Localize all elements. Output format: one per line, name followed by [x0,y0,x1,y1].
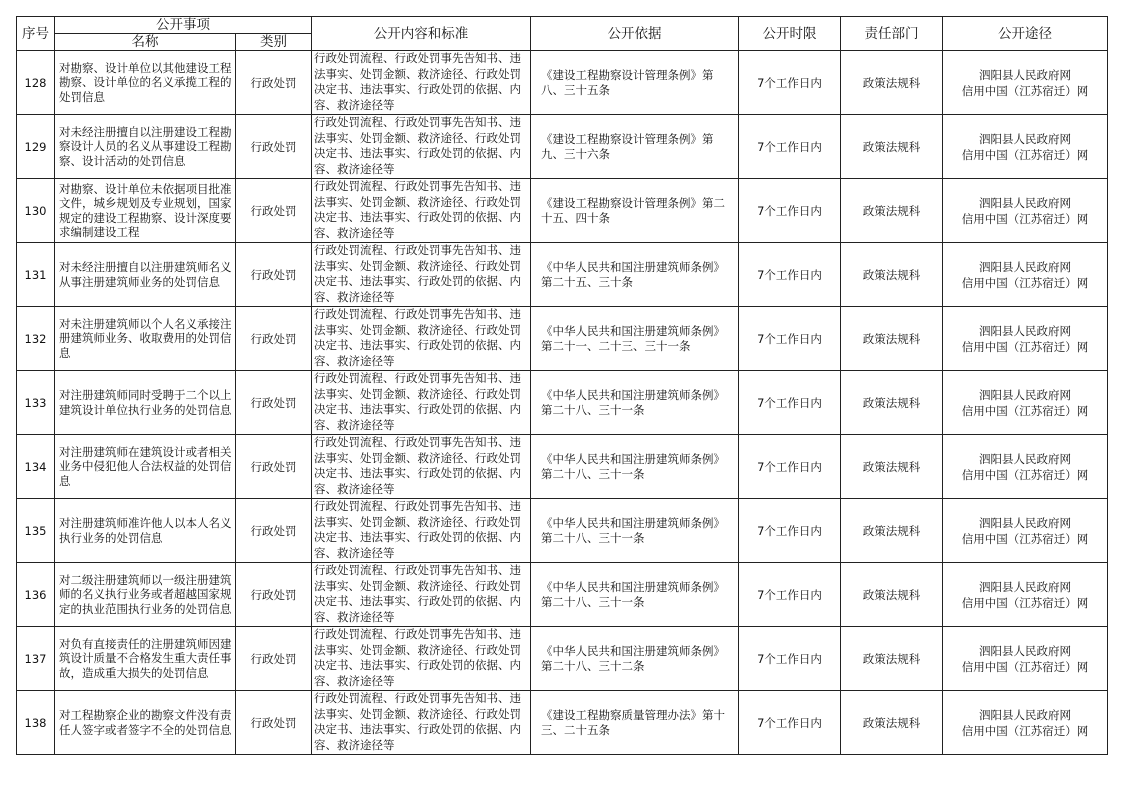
header-seq: 序号 [17,17,55,51]
cell-content: 行政处罚流程、行政处罚事先告知书、违法事实、处罚金额、救济途径、行政处罚决定书、违法事实、行政处罚的依据、内容、救济途径等 [314,563,521,624]
table-row [17,499,1108,563]
cell-time-limit: 7个工作日内 [739,179,841,243]
cell-time-limit: 7个工作日内 [739,243,841,307]
cell-basis: 《中华人民共和国注册建筑师条例》第二十五、三十条 [531,243,739,307]
channel-line-2: 信用中国（江苏宿迁）网 [961,275,1089,290]
header-time-limit: 公开时限 [739,17,841,51]
table-row [17,243,1108,307]
channel-line-1: 泗阳县人民政府网 [979,67,1071,82]
table-row [17,51,1108,115]
cell-channel [943,627,1108,691]
cell-category: 行政处罚 [236,691,312,755]
channel-line-2: 信用中国（江苏宿迁）网 [961,659,1089,674]
cell-content: 行政处罚流程、行政处罚事先告知书、违法事实、处罚金额、救济途径、行政处罚决定书、违法事实、行政处罚的依据、内容、救济途径等 [314,627,521,688]
cell-channel [943,435,1108,499]
cell-category: 行政处罚 [236,627,312,691]
channel-line-1: 泗阳县人民政府网 [979,451,1071,466]
cell-department: 政策法规科 [841,499,943,563]
cell-channel [943,243,1108,307]
table-row [17,115,1108,179]
cell-time-limit: 7个工作日内 [739,691,841,755]
cell-seq: 133 [17,371,55,435]
cell-name: 对工程勘察企业的勘察文件没有责任人签字或者签字不全的处罚信息 [55,691,236,755]
cell-category: 行政处罚 [236,243,312,307]
channel-line-2: 信用中国（江苏宿迁）网 [961,83,1089,98]
cell-category: 行政处罚 [236,563,312,627]
cell-seq: 128 [17,51,55,115]
cell-content: 行政处罚流程、行政处罚事先告知书、违法事实、处罚金额、救济途径、行政处罚决定书、违法事实、行政处罚的依据、内容、救济途径等 [314,115,521,176]
header-category: 类别 [236,34,312,51]
cell-category: 行政处罚 [236,179,312,243]
table-header [17,17,1108,51]
header-item-group: 公开事项 [55,17,312,34]
channel-line-2: 信用中国（江苏宿迁）网 [961,147,1089,162]
header-department: 责任部门 [841,17,943,51]
cell-seq: 137 [17,627,55,691]
cell-time-limit: 7个工作日内 [739,51,841,115]
cell-basis: 《中华人民共和国注册建筑师条例》第二十八、三十一条 [531,499,739,563]
cell-department: 政策法规科 [841,51,943,115]
channel-line-2: 信用中国（江苏宿迁）网 [961,595,1089,610]
cell-category: 行政处罚 [236,307,312,371]
cell-time-limit: 7个工作日内 [739,307,841,371]
channel-line-2: 信用中国（江苏宿迁）网 [961,531,1089,546]
channel-line-1: 泗阳县人民政府网 [979,131,1071,146]
cell-basis: 《中华人民共和国注册建筑师条例》第二十一、二十三、三十一条 [531,307,739,371]
cell-category: 行政处罚 [236,435,312,499]
cell-channel [943,51,1108,115]
cell-content: 行政处罚流程、行政处罚事先告知书、违法事实、处罚金额、救济途径、行政处罚决定书、违法事实、行政处罚的依据、内容、救济途径等 [314,51,521,112]
cell-time-limit: 7个工作日内 [739,115,841,179]
channel-line-1: 泗阳县人民政府网 [979,259,1071,274]
cell-time-limit: 7个工作日内 [739,435,841,499]
table-row [17,691,1108,755]
disclosure-table-sheet [16,16,1107,762]
cell-seq: 130 [17,179,55,243]
cell-time-limit: 7个工作日内 [739,499,841,563]
channel-line-2: 信用中国（江苏宿迁）网 [961,339,1089,354]
cell-content: 行政处罚流程、行政处罚事先告知书、违法事实、处罚金额、救济途径、行政处罚决定书、违法事实、行政处罚的依据、内容、救济途径等 [314,371,521,432]
cell-time-limit: 7个工作日内 [739,371,841,435]
cell-seq: 138 [17,691,55,755]
cell-basis: 《中华人民共和国注册建筑师条例》第二十八、三十一条 [531,371,739,435]
cell-seq: 135 [17,499,55,563]
cell-basis: 《中华人民共和国注册建筑师条例》第二十八、三十一条 [531,563,739,627]
table-row [17,179,1108,243]
cell-category: 行政处罚 [236,51,312,115]
cell-seq: 136 [17,563,55,627]
cell-name: 对负有直接责任的注册建筑师因建筑设计质量不合格发生重大责任事故，造成重大损失的处罚信息 [55,627,236,691]
cell-department: 政策法规科 [841,563,943,627]
cell-department: 政策法规科 [841,371,943,435]
disclosure-table [16,16,1108,755]
cell-time-limit: 7个工作日内 [739,627,841,691]
cell-basis: 《建设工程勘察设计管理条例》第八、三十五条 [531,51,739,115]
cell-basis: 《中华人民共和国注册建筑师条例》第二十八、三十一条 [531,435,739,499]
cell-name: 对勘察、设计单位未依据项目批准文件，城乡规划及专业规划，国家规定的建设工程勘察、设计深度要求编制建设工程 [55,179,236,243]
cell-channel [943,115,1108,179]
table-row [17,435,1108,499]
table-row [17,563,1108,627]
cell-content: 行政处罚流程、行政处罚事先告知书、违法事实、处罚金额、救济途径、行政处罚决定书、违法事实、行政处罚的依据、内容、救济途径等 [314,179,521,240]
channel-line-1: 泗阳县人民政府网 [979,707,1071,722]
cell-content: 行政处罚流程、行政处罚事先告知书、违法事实、处罚金额、救济途径、行政处罚决定书、违法事实、行政处罚的依据、内容、救济途径等 [314,691,521,752]
cell-category: 行政处罚 [236,115,312,179]
cell-channel [943,563,1108,627]
channel-line-1: 泗阳县人民政府网 [979,387,1071,402]
channel-line-1: 泗阳县人民政府网 [979,643,1071,658]
cell-department: 政策法规科 [841,179,943,243]
cell-seq: 131 [17,243,55,307]
header-basis: 公开依据 [531,17,739,51]
cell-channel [943,179,1108,243]
table-row [17,307,1108,371]
cell-name: 对未经注册擅自以注册建筑师名义从事注册建筑师业务的处罚信息 [55,243,236,307]
channel-line-2: 信用中国（江苏宿迁）网 [961,211,1089,226]
channel-line-1: 泗阳县人民政府网 [979,579,1071,594]
channel-line-1: 泗阳县人民政府网 [979,195,1071,210]
cell-seq: 132 [17,307,55,371]
cell-channel [943,307,1108,371]
cell-seq: 129 [17,115,55,179]
cell-department: 政策法规科 [841,691,943,755]
cell-basis: 《建设工程勘察设计管理条例》第二十五、四十条 [531,179,739,243]
cell-content: 行政处罚流程、行政处罚事先告知书、违法事实、处罚金额、救济途径、行政处罚决定书、违法事实、行政处罚的依据、内容、救济途径等 [314,435,521,496]
cell-seq: 134 [17,435,55,499]
cell-department: 政策法规科 [841,435,943,499]
cell-basis: 《建设工程勘察设计管理条例》第九、三十六条 [531,115,739,179]
table-row [17,371,1108,435]
cell-department: 政策法规科 [841,627,943,691]
cell-name: 对未注册建筑师以个人名义承接注册建筑师业务、收取费用的处罚信息 [55,307,236,371]
channel-line-2: 信用中国（江苏宿迁）网 [961,467,1089,482]
cell-name: 对二级注册建筑师以一级注册建筑师的名义执行业务或者超越国家规定的执业范围执行业务的处罚信息 [55,563,236,627]
cell-name: 对注册建筑师同时受聘于二个以上建筑设计单位执行业务的处罚信息 [55,371,236,435]
cell-category: 行政处罚 [236,499,312,563]
cell-content: 行政处罚流程、行政处罚事先告知书、违法事实、处罚金额、救济途径、行政处罚决定书、违法事实、行政处罚的依据、内容、救济途径等 [314,307,521,368]
cell-department: 政策法规科 [841,243,943,307]
header-name: 名称 [55,34,236,51]
cell-basis: 《建设工程勘察质量管理办法》第十三、二十五条 [531,691,739,755]
table-body [17,51,1108,755]
channel-line-1: 泗阳县人民政府网 [979,323,1071,338]
cell-department: 政策法规科 [841,307,943,371]
cell-name: 对注册建筑师准许他人以本人名义执行业务的处罚信息 [55,499,236,563]
cell-name: 对勘察、设计单位以其他建设工程勘察、设计单位的名义承揽工程的处罚信息 [55,51,236,115]
channel-line-1: 泗阳县人民政府网 [979,515,1071,530]
cell-content: 行政处罚流程、行政处罚事先告知书、违法事实、处罚金额、救济途径、行政处罚决定书、违法事实、行政处罚的依据、内容、救济途径等 [314,499,521,560]
cell-department: 政策法规科 [841,115,943,179]
cell-time-limit: 7个工作日内 [739,563,841,627]
cell-name: 对注册建筑师在建筑设计或者相关业务中侵犯他人合法权益的处罚信息 [55,435,236,499]
channel-line-2: 信用中国（江苏宿迁）网 [961,403,1089,418]
cell-content: 行政处罚流程、行政处罚事先告知书、违法事实、处罚金额、救济途径、行政处罚决定书、违法事实、行政处罚的依据、内容、救济途径等 [314,243,521,304]
cell-category: 行政处罚 [236,371,312,435]
cell-name: 对未经注册擅自以注册建设工程勘察设计人员的名义从事建设工程勘察、设计活动的处罚信息 [55,115,236,179]
cell-channel [943,371,1108,435]
cell-channel [943,499,1108,563]
channel-line-2: 信用中国（江苏宿迁）网 [961,723,1089,738]
cell-channel [943,691,1108,755]
header-channel: 公开途径 [943,17,1108,51]
header-content: 公开内容和标准 [312,17,531,51]
cell-basis: 《中华人民共和国注册建筑师条例》第二十八、三十二条 [531,627,739,691]
table-row [17,627,1108,691]
